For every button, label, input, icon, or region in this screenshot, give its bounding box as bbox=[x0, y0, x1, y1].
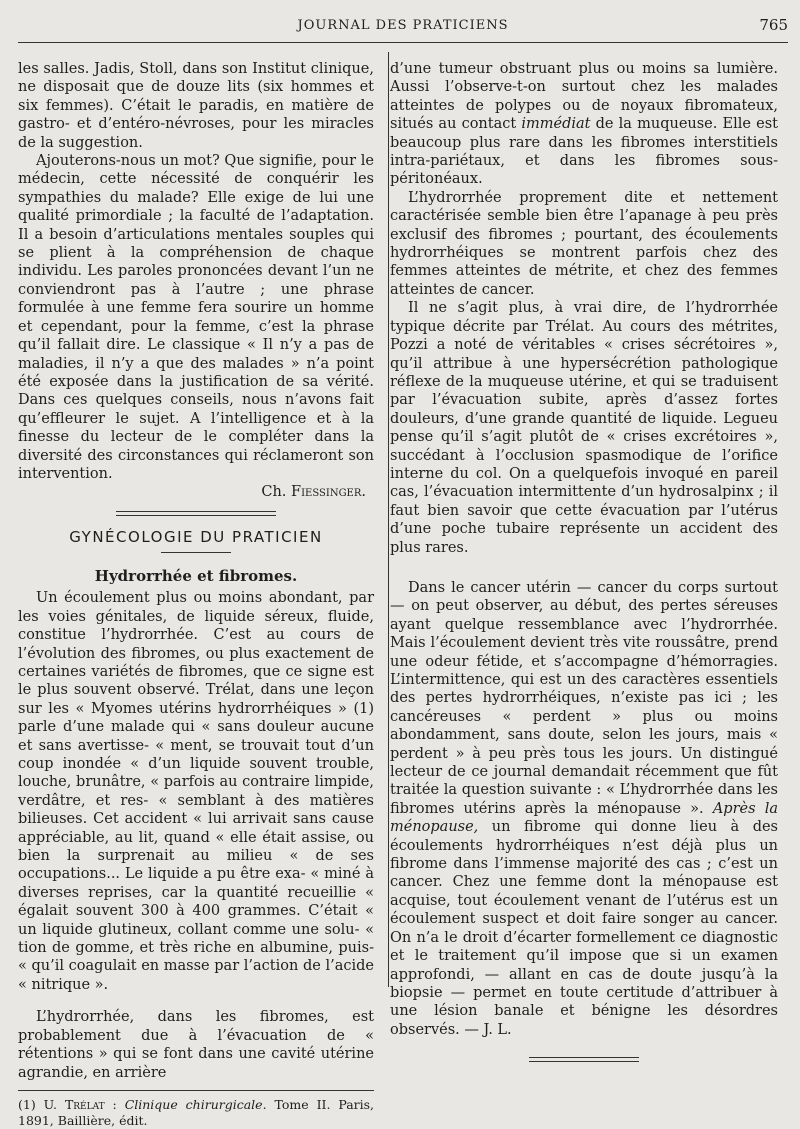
page-number: 765 bbox=[759, 16, 788, 34]
section-separator bbox=[116, 511, 276, 516]
author-signature bbox=[18, 483, 374, 501]
footnote-author: Trélat bbox=[64, 1096, 105, 1112]
signature-name: Fiessinger bbox=[291, 484, 362, 501]
section-title-underline bbox=[161, 552, 231, 553]
right-column bbox=[390, 60, 778, 1062]
signature-end: . bbox=[361, 484, 366, 501]
paragraph-intro: Un écoulement plus ou moins abondant, par les voies génitales, de liquide séreux, fluide, constitue l’hydrorrhée. C’est au cours de l’évolution des fibromes, ou plus exactement de certaines variétés de fibromes, que ce signe est le plus souvent observé. Trélat, dans une leçon sur les « Myomes utérins hydrorrhéiques » (1) parle d’une malade qui « sans douleur aucune et sans avertisse- « ment, se trouvait tout d’un coup inondée « d’un liquide souvent trouble, louche, brunâtre, « parfois au contraire limpide, verdâtre, et res- « semblant à des matières bilieuses. Cet accident « lui arrivait sans cause appréciable, au lit, quand « elle était assise, ou bien la surprenait au milieu « de ses occupations... Le liquide a pu être exa- « miné à diverses reprises, car la quantité recueillie « égalait souvent 300 à 400 grammes. C’était « un liquide glutineux, collant comme une solu- « tion de gomme, et très riche en albumine, puis- « qu’il coagulait en masse par l’action de l’acide « nitrique ». bbox=[18, 590, 374, 993]
paragraph-specificity: L’hydrorrhée proprement dite et nettement caractérisée semble bien être l’apanage à peu près exclusif des fibromes ; pourtant, des écoulements hydrorrhéiques se montrent parfois chez des femmes atteintes de métrite, et chez des femmes atteintes de cancer. bbox=[390, 189, 778, 298]
paragraph-cancer: Dans le cancer utérin — cancer du corps surtout — on peut observer, au début, des pertes séreuses ayant quelque ressemblance avec l’hydrorrhée. Mais l’écoulement devient très vite roussâtre, prend une odeur fétide, et s’accompagne d’hémorragies. L’intermittence, qui est un des caractères essentiels des pertes hydrorrhéiques, n’existe pas ici ; les cancéreuses « perdent » plus ou moins abondamment, sans doute, selon les jours, mais « perdent » à peu près tous les jours. Un distingué lecteur de ce journal demandait récemment que fût traitée la question suivante : « L’hydrorrhée dans les fibromes utérins après la ménopause ». Après la ménopause, un fibrome qui donne lieu à des écoulements hydrorrhéiques n’est déjà plus un fibrome dans l’immense majorité des cas ; c’est un cancer. Chez une femme dont la ménopause est acquise, tout écoulement venant de l’utérus est un écoulement suspect et doit faire songer au cancer. On n’a le droit d’écarter formellement ce diagnostic et le traitement qu’il impose que si un examen approfondi, — allant en cas de doute jusqu’à la biopsie — permet en toute certitude d’attribuer à une lésion banale et bénigne les désordres observés. — J. L. bbox=[390, 579, 778, 1038]
column-divider bbox=[388, 52, 389, 987]
article-end-rule bbox=[529, 1057, 639, 1062]
header-rule bbox=[18, 42, 788, 43]
footnote bbox=[18, 1097, 374, 1129]
paragraph-metrites: Il ne s’agit plus, à vrai dire, de l’hydrorrhée typique décrite par Trélat. Au cours des métrites, Pozzi a noté de véritables « crises sécrétoires », qu’il attribue à une hypersécrétion pathologique réflexe de la muqueuse utérine, et qui se traduisent par l’évacuation subite, après d’assez fortes douleurs, d’une grande quantité de liquide. Legueu pense qu’il s’agit plutôt de « crises excrétoires », succédant à l’occlusion spasmodique de l’orifice interne du col. On a quelquefois invoqué en pareil cas, l’évacuation intermittente d’un hydrosalpinx ; il faut bien savoir que cette évacuation par l’utérus d’une poche tubaire représente un accident des plus rares. bbox=[390, 300, 778, 556]
footnote-rule bbox=[18, 1090, 374, 1091]
signature-initials: Ch. bbox=[261, 484, 292, 501]
emphasis: Après la ménopause, bbox=[390, 800, 778, 836]
footnote-marker: (1) U. bbox=[18, 1096, 65, 1112]
emphasis: immédiat bbox=[521, 116, 591, 133]
section-title: GYNÉCOLOGIE DU PRATICIEN bbox=[69, 528, 323, 547]
paragraph-continuation: les salles. Jadis, Stoll, dans son Institut clinique, ne disposait que de douze lits (six hommes et six femmes). C’était le paradis, en matière de gastro- et d’entéro-névroses, pour les miracles de la suggestion. bbox=[18, 61, 374, 151]
footnote-sep: : bbox=[104, 1096, 125, 1112]
left-column bbox=[18, 60, 374, 1129]
running-title: JOURNAL DES PRATICIENS bbox=[297, 18, 509, 33]
page-header bbox=[18, 14, 788, 40]
paragraph-cause: L’hydrorrhée, dans les fibromes, est probablement due à l’évacuation de « rétentions » qui se font dans une cavité utérine agrandie, en arrière bbox=[18, 1009, 374, 1081]
paragraph-conclusion: Ajouterons-nous un mot? Que signifie, pour le médecin, cette nécessité de conquérir les sympathies du malade? Elle exige de lui une qualité primordiale ; la faculté de l’adaptation. Il a besoin d’articulations mentales souples qui se plient à la compréhension de chaque individu. Les paroles prononcées devant l’un ne conviendront pas à l’autre ; une phrase formulée à une femme fera sourire un homme et cependant, pour la femme, c’est la phrase qu’il fallait dire. Le classique « Il n’y a pas de maladies, il n’y a que des malades » n’a point été exposée dans la justification de sa vérité. Dans ces quelques conseils, nous n’avons fait qu’effleurer le sujet. A l’intelligence et à la finesse du lecteur de le compléter dans la diversité des circonstances qui réclameront son intervention. bbox=[18, 153, 374, 482]
paragraph-continuation: d’une tumeur obstruant plus ou moins sa lumière. Aussi l’observe-t-on surtout chez les malades atteintes de polypes ou de noyaux fibromateux, situés au contact immédiat de la muqueuse. Elle est beaucoup plus rare dans les fibromes interstitiels intra-pariétaux, et dans les fibromes sous-péritonéaux. bbox=[390, 61, 778, 188]
article-title: Hydrorrhée et fibromes. bbox=[94, 567, 298, 586]
footnote-rest: Tome II. Paris, 1891, Baillière, édit. bbox=[18, 1096, 375, 1128]
footnote-work: Clinique chirurgicale. bbox=[124, 1096, 267, 1112]
